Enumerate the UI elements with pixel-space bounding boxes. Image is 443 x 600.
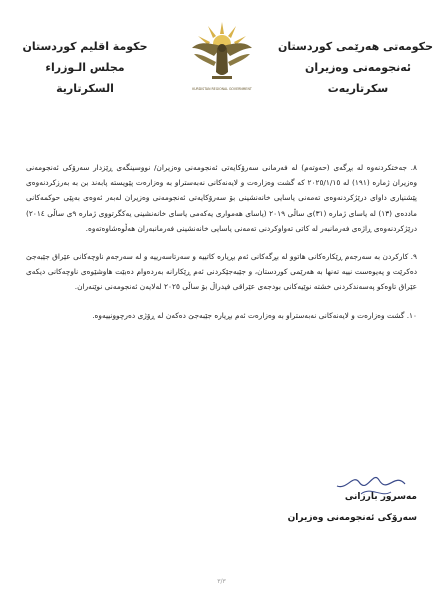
signatory-name: مەسرور بارزانی bbox=[344, 492, 417, 502]
document-body bbox=[26, 160, 417, 336]
header-kurdish-line2: ئەنجومەنی وەزیران bbox=[304, 61, 412, 74]
header-arabic bbox=[10, 36, 160, 99]
svg-text:KURDISTAN REGIONAL GOVERNMENT: KURDISTAN REGIONAL GOVERNMENT bbox=[192, 87, 252, 91]
signatory-title: سەرۆکی ئەنجومەنی وەزیران bbox=[287, 513, 417, 523]
header-arabic-line2: مجلس الـوزراء bbox=[45, 61, 125, 74]
header-arabic-line1: حكومة اقليم كوردستان bbox=[22, 40, 148, 53]
paragraph-10: ١٠. گشت وەزارەت و لایەنەکانی نەبەستراو بە وەزارەت ئەم بڕیارە جێبەجێ دەکەن لە ڕۆژی دەرچوونییەوە. bbox=[92, 310, 417, 320]
paragraph-8: ٨. جەختکردنەوە لە بڕگەی (حەوتەم) لە فەرمانی سەرۆکایەتی ئەنجومەنی وەزیران/ نووسینگەی ڕێزدار سەرۆکی ئەنجومەنی وەزیران ژمارە (١٩١) لە ٢٠٢٥/١/١٥ کە گشت وەزارەت و لایەنەکانی نەبەستراو بە وەزارەت پێویستە پابەند بن بە بەرزکردنەوەی پێشنیاری داوای درێژکردنەوەی تەمەنی یاسایی خانەنشینی بۆ سەرۆکایەتی ئەنجومەنی وەزیران لەبەر ئەوەی بەپێی حوکمەکانی ماددەی (١٣) لە یاسای ژمارە (٣١)ی ساڵی ٢٠١٩ (یاسای هەمواری یەکەمی یاسای خانەنشینی یەکگرتووی ژمارە ٩ی ساڵی ٢٠١٤) درێژکردنەوەی ڕاژەی فەرمانبەر لە کاتی تەواوکردنی تەمەنی یاسایی خانەنشینی فەرمانبەران هەڵوەشاوەتەوە. bbox=[26, 163, 418, 233]
page-number: ٣/٣ bbox=[217, 578, 226, 585]
kurdistan-emblem-icon bbox=[186, 18, 258, 100]
header-arabic-line3: السكرتارية bbox=[56, 82, 114, 95]
header-kurdish-line1: حکومەتی هەرێمی کوردستان bbox=[278, 40, 433, 53]
paragraph-9: ٩. کارکردن بە سەرجەم ڕێکارەکانی هاتوو لە بڕگەکانی ئەم بڕیارە کاتییە و سەرتاسەرییە و لە سەرجەم ناوچەکانی عێراق جێبەجێ دەکرێت و پەیوەست نییە تەنها بە هەرێمی کوردستان، و جێبەجێکردنی ئەم ڕێکارانە بەردەوام دەبێت هاوشێوەی ناوچەکانی دیکەی عێراق تاوەکو پەسەندکردنی خشتە نوێیەکانی بودجەی عێراقی فیدراڵ بۆ ساڵی ٢٠٢٥ لەلایەن ئەنجومەنی نوێنەران. bbox=[26, 252, 417, 292]
header-kurdish bbox=[278, 36, 433, 99]
header-kurdish-line3: سکرتاریەت bbox=[327, 82, 389, 95]
signature-block bbox=[267, 486, 417, 528]
signature-scribble-icon bbox=[331, 464, 411, 504]
